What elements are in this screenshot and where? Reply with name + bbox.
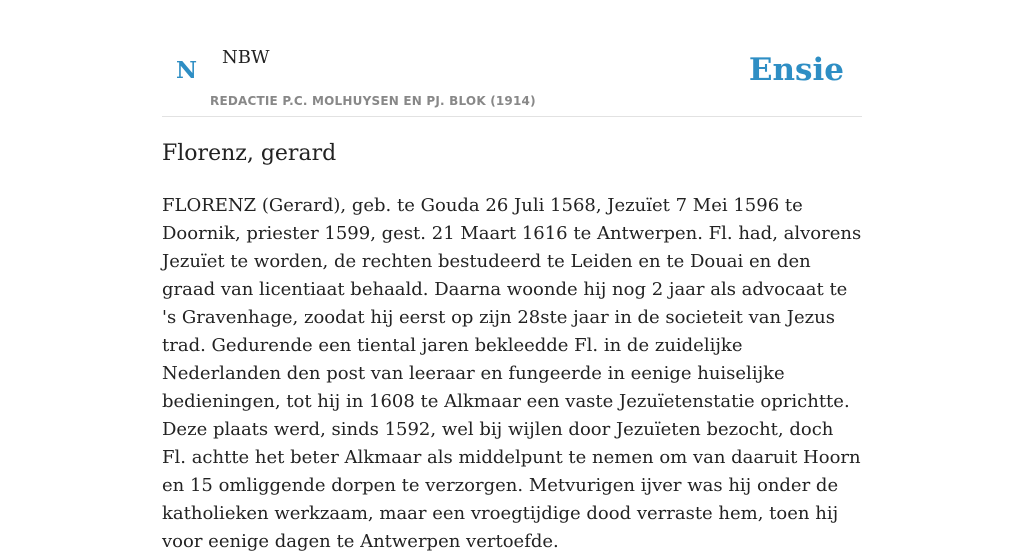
source-header — [162, 0, 862, 117]
article-body: FLORENZ (Gerard), geb. te Gouda 26 Juli 1568, Jezuïet 7 Mei 1596 te Doornik, priester 1599, gest. 21 Maart 1616 te Antwerpen. Fl. had, alvorens Jezuïet te worden, de rechten bestudeerd te Leiden en te Douai en den graad van licentiaat behaald. Daarna woonde hij nog 2 jaar als advocaat te 's Gravenhage, zoodat hij eerst op zijn 28ste jaar in de societeit van Jezus trad. Gedurende een tiental jaren bekleedde Fl. in de zuidelijke Nederlanden den post van leeraar en fungeerde in eenige huiselijke bedieningen, tot hij in 1608 te Alkmaar een vaste Jezuïetenstatie oprichtte. Deze plaats werd, sinds 1592, wel bij wijlen door Jezuïeten bezocht, doch Fl. achtte het beter Alkmaar als middelpunt te nemen om van daaruit Hoorn en 15 omliggende dorpen te verzorgen. Metvurigen ijver was hij onder de katholieken werkzaam, maar een vroegtijdige dood verraste hem, toen hij voor eenige dagen te Antwerpen vertoefde. — [162, 195, 862, 552]
source-editors: REDACTIE P.C. MOLHUYSEN EN PJ. BLOK (1914) — [210, 94, 536, 108]
source-name[interactable]: NBW — [222, 47, 270, 68]
brand-logo[interactable]: Ensie — [748, 52, 844, 88]
source-logo[interactable]: N — [176, 57, 198, 84]
article-title: Florenz, gerard — [162, 141, 337, 166]
